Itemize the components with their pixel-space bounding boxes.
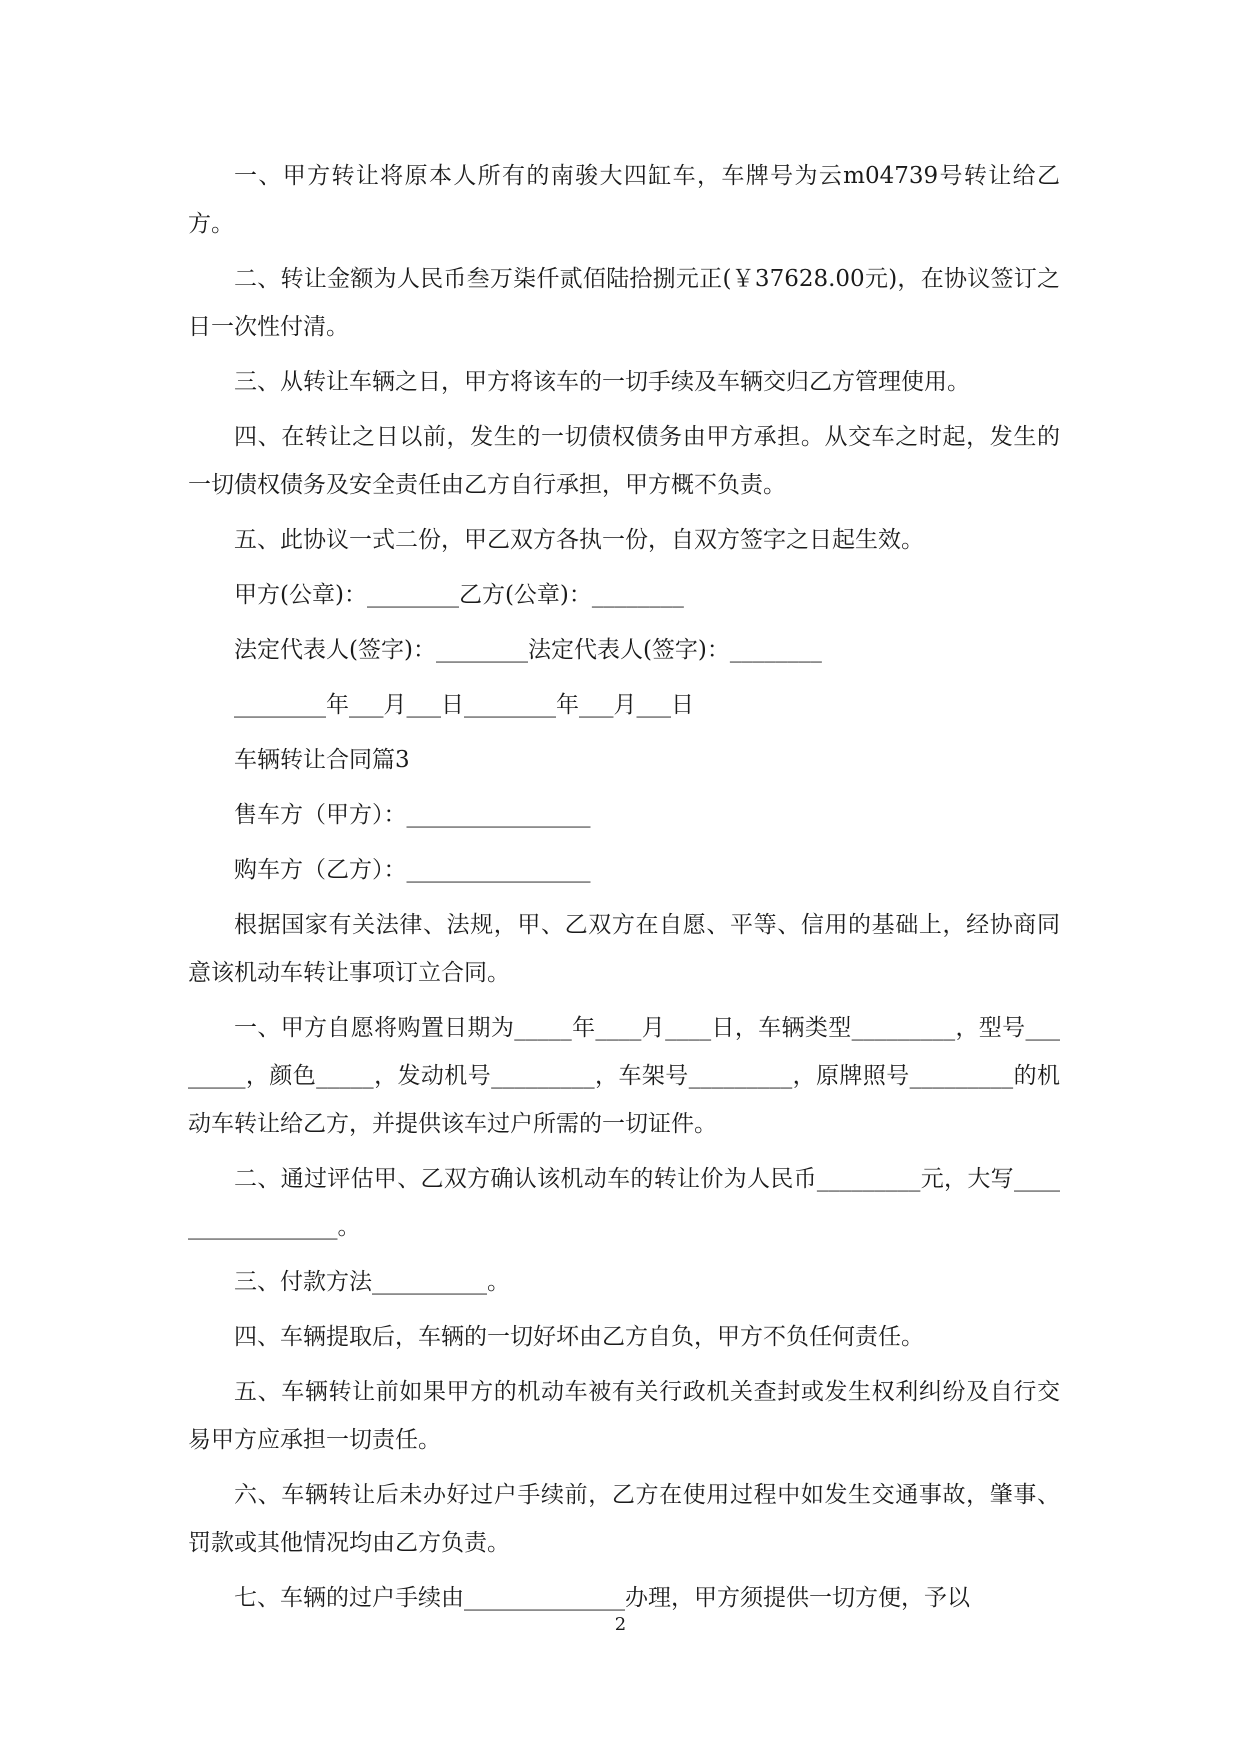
clause-3-paragraph: 三、从转让车辆之日，甲方将该车的一切手续及车辆交归乙方管理使用。 — [234, 369, 970, 395]
clause-1-paragraph: 一、甲方转让将原本人所有的南骏大四缸车，车牌号为云m04739号转让给乙方。 — [188, 163, 1060, 237]
date-line: ________年___月___日________年___月___日 — [234, 692, 694, 718]
clause-2-paragraph: 二、转让金额为人民币叁万柒仟贰佰陆拾捌元正(￥37628.00元)，在协议签订之日一次性付清。 — [188, 266, 1060, 340]
section-heading: 车辆转让合同篇3 — [234, 747, 410, 773]
page-number: 2 — [614, 1614, 627, 1635]
seller-line: 售车方（甲方）：________________ — [234, 802, 591, 828]
contract-clause-1: 一、甲方自愿将购置日期为_____年____月____日，车辆类型_________，型号________，颜色_____，发动机号_________，车架号_________，原牌照号_________的机动车转让给乙方，并提供该车过户所需的一切证件。 — [188, 1015, 1060, 1137]
contract-clause-3: 三、付款方法__________。 — [234, 1269, 510, 1295]
clause-5-paragraph: 五、此协议一式二份，甲乙双方各执一份，自双方签字之日起生效。 — [234, 527, 924, 553]
contract-clause-4: 四、车辆提取后，车辆的一切好坏由乙方自负，甲方不负任何责任。 — [234, 1324, 924, 1350]
contract-clause-5: 五、车辆转让前如果甲方的机动车被有关行政机关查封或发生权利纠纷及自行交易甲方应承担一切责任。 — [188, 1379, 1060, 1453]
representative-signature-line: 法定代表人(签字)：________法定代表人(签字)：________ — [234, 637, 822, 663]
contract-clause-6: 六、车辆转让后未办好过户手续前，乙方在使用过程中如发生交通事故，肇事、罚款或其他情况均由乙方负责。 — [188, 1482, 1060, 1556]
party-seal-line: 甲方(公章)：________乙方(公章)：________ — [234, 582, 684, 608]
preamble-paragraph: 根据国家有关法律、法规，甲、乙双方在自愿、平等、信用的基础上，经协商同意该机动车转让事项订立合同。 — [188, 912, 1060, 986]
document-body — [188, 152, 1060, 1629]
contract-clause-2: 二、通过评估甲、乙双方确认该机动车的转让价为人民币_________元，大写_________________。 — [188, 1166, 1060, 1240]
buyer-line: 购车方（乙方）：________________ — [234, 857, 591, 883]
clause-4-paragraph: 四、在转让之日以前，发生的一切债权债务由甲方承担。从交车之时起，发生的一切债权债务及安全责任由乙方自行承担，甲方概不负责。 — [188, 424, 1060, 498]
contract-clause-7: 七、车辆的过户手续由______________办理，甲方须提供一切方便，予以 — [234, 1585, 970, 1611]
